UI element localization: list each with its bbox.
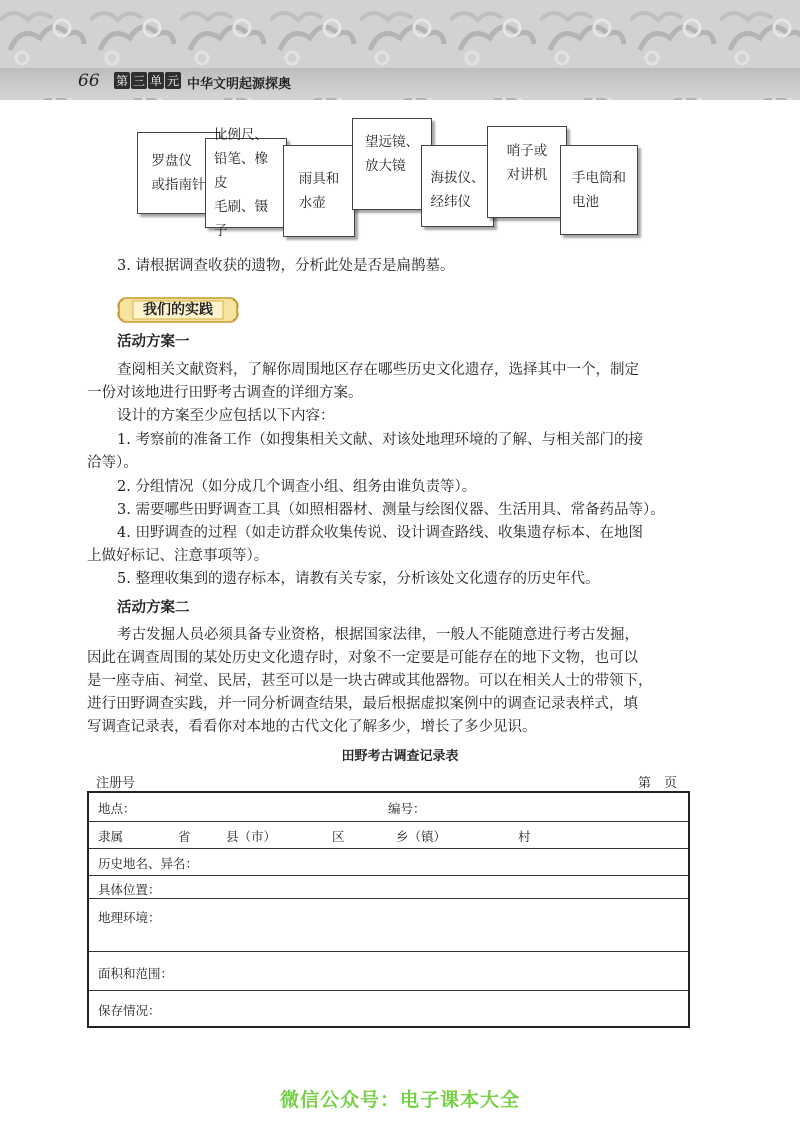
- table-row: [88, 792, 689, 822]
- tool-card-raingear: [283, 145, 355, 237]
- plan1-item: 4. 田野调查的过程（如走访群众收集传说、设计调查路线、收集遗存标本、在地图: [117, 525, 643, 541]
- tool-card-flashlight: [560, 145, 638, 235]
- historic-names-cell: [88, 849, 689, 876]
- plan1-intro-line: 一份对该地进行田野考古调查的详细方案。: [87, 385, 363, 401]
- plan2-line: 写调查记录表，看看你对本地的古代文化了解多少，增长了多少见识。: [87, 719, 537, 735]
- question-3: 3. 请根据调查收获的遗物，分析此处是否是扁鹊墓。: [117, 258, 455, 274]
- record-form-title: 田野考古调查记录表: [341, 749, 459, 764]
- district-label: 区: [332, 829, 345, 844]
- preservation-label: 保存情况：: [98, 1003, 161, 1018]
- village-label: 村: [518, 829, 531, 844]
- tool-card-telescope: [352, 118, 432, 210]
- county-label: 县（市）: [226, 829, 277, 844]
- tool-card-line: 或指南针: [151, 177, 206, 193]
- unit-title: 中华文明起源探奥: [187, 77, 292, 92]
- plan1-item: 2. 分组情况（如分成几个调查小组、组务由谁负责等）。: [117, 479, 477, 495]
- tool-card-line: 水壶: [298, 195, 326, 211]
- plan1-title: 活动方案一: [117, 334, 190, 350]
- register-number-label: 注册号: [96, 776, 136, 791]
- province-label: 省: [178, 829, 191, 844]
- practice-banner-label: 我们的实践: [143, 302, 213, 318]
- position-label: 具体位置：: [98, 882, 161, 897]
- tool-card-line: 放大镜: [365, 158, 406, 174]
- page-header: [0, 0, 800, 100]
- preservation-cell: [88, 991, 689, 1028]
- plan2-line: 是一座寺庙、祠堂、民居，甚至可以是一块古碑或其他器物。可以在相关人士的带领下，: [87, 673, 653, 689]
- tool-card-line: 哨子或: [506, 143, 548, 159]
- plan1-intro-line: 查阅相关文献资料，了解你周围地区存在哪些历史文化遗存，选择其中一个，制定: [117, 362, 639, 378]
- watermark: 微信公众号：电子课本大全: [279, 1089, 520, 1111]
- plan1-item-cont: 洽等）。: [87, 455, 138, 471]
- record-table: [87, 791, 690, 1028]
- plan2-line: 考古发掘人员必须具备专业资格，根据国家法律，一般人不能随意进行考古发掘，: [117, 627, 639, 643]
- unit-char: 三: [132, 74, 145, 88]
- area-label: 面积和范围：: [98, 966, 174, 981]
- unit-char: 单: [149, 74, 162, 88]
- table-row: [88, 849, 689, 876]
- plan2-line: 进行田野调查实践，并一同分析调查结果，最后根据虚拟案例中的调查记录表样式，填: [87, 696, 638, 712]
- location-cell: [88, 792, 689, 822]
- belongs-cell: [88, 822, 689, 849]
- tool-card-line: 对讲机: [506, 167, 548, 183]
- unit-badge: [114, 72, 181, 89]
- plan2-title: 活动方案二: [117, 600, 190, 616]
- plan1-item: 5. 整理收集到的遗存标本，请教有关专家，分析该处文化遗存的历史年代。: [117, 571, 600, 587]
- unit-char: 第: [115, 74, 128, 88]
- tool-card-line: 罗盘仪: [151, 153, 192, 169]
- tool-card-whistle: [487, 126, 567, 218]
- table-row: [88, 899, 689, 952]
- table-row: [88, 952, 689, 991]
- tool-card-ruler: [205, 127, 287, 239]
- plan1-item-cont: 上做好标记、注意事项等）。: [87, 548, 269, 564]
- tool-card-line: 手电筒和: [572, 170, 626, 186]
- belongs-label: 隶属: [98, 829, 124, 844]
- plan1-item: 3. 需要哪些田野调查工具（如照相器材、测量与绘图仪器、生活用具、常备药品等）。: [117, 502, 665, 518]
- page-label: 第 页: [638, 776, 678, 791]
- unit-char: 元: [166, 74, 179, 88]
- serial-label: 编号：: [388, 801, 426, 816]
- township-label: 乡（镇）: [396, 829, 447, 844]
- area-cell: [88, 952, 689, 991]
- tool-card-line: 比例尺、: [214, 127, 268, 143]
- position-cell: [88, 876, 689, 899]
- environment-cell: [88, 899, 689, 952]
- location-label: 地点：: [98, 801, 136, 816]
- table-row: [88, 991, 689, 1028]
- tool-card-line: 望远镜、: [365, 134, 419, 150]
- page-number: 66: [78, 71, 100, 91]
- table-row: [88, 876, 689, 899]
- tool-card-line: 电池: [572, 194, 599, 210]
- tool-card-line: 毛刷、镊子: [214, 199, 268, 239]
- tool-card-line: 雨具和: [298, 171, 340, 187]
- plan1-item: 1. 考察前的准备工作（如搜集相关文献、对该处地理环境的了解、与相关部门的接: [117, 432, 643, 448]
- environment-label: 地理环境：: [98, 910, 161, 925]
- historic-names-label: 历史地名、异名：: [98, 856, 199, 871]
- table-row: [88, 822, 689, 849]
- plan1-requirement: 设计的方案至少应包括以下内容：: [117, 408, 335, 424]
- tool-card-altimeter: [421, 145, 494, 227]
- plan2-line: 因此在调查周围的某处历史文化遗存时，对象不一定要是可能存在的地下文物，也可以: [87, 650, 638, 666]
- tool-card-line: 海拔仪、: [430, 170, 485, 186]
- tool-card-line: 铅笔、橡皮: [214, 151, 268, 191]
- tool-card-line: 经纬仪: [430, 194, 471, 210]
